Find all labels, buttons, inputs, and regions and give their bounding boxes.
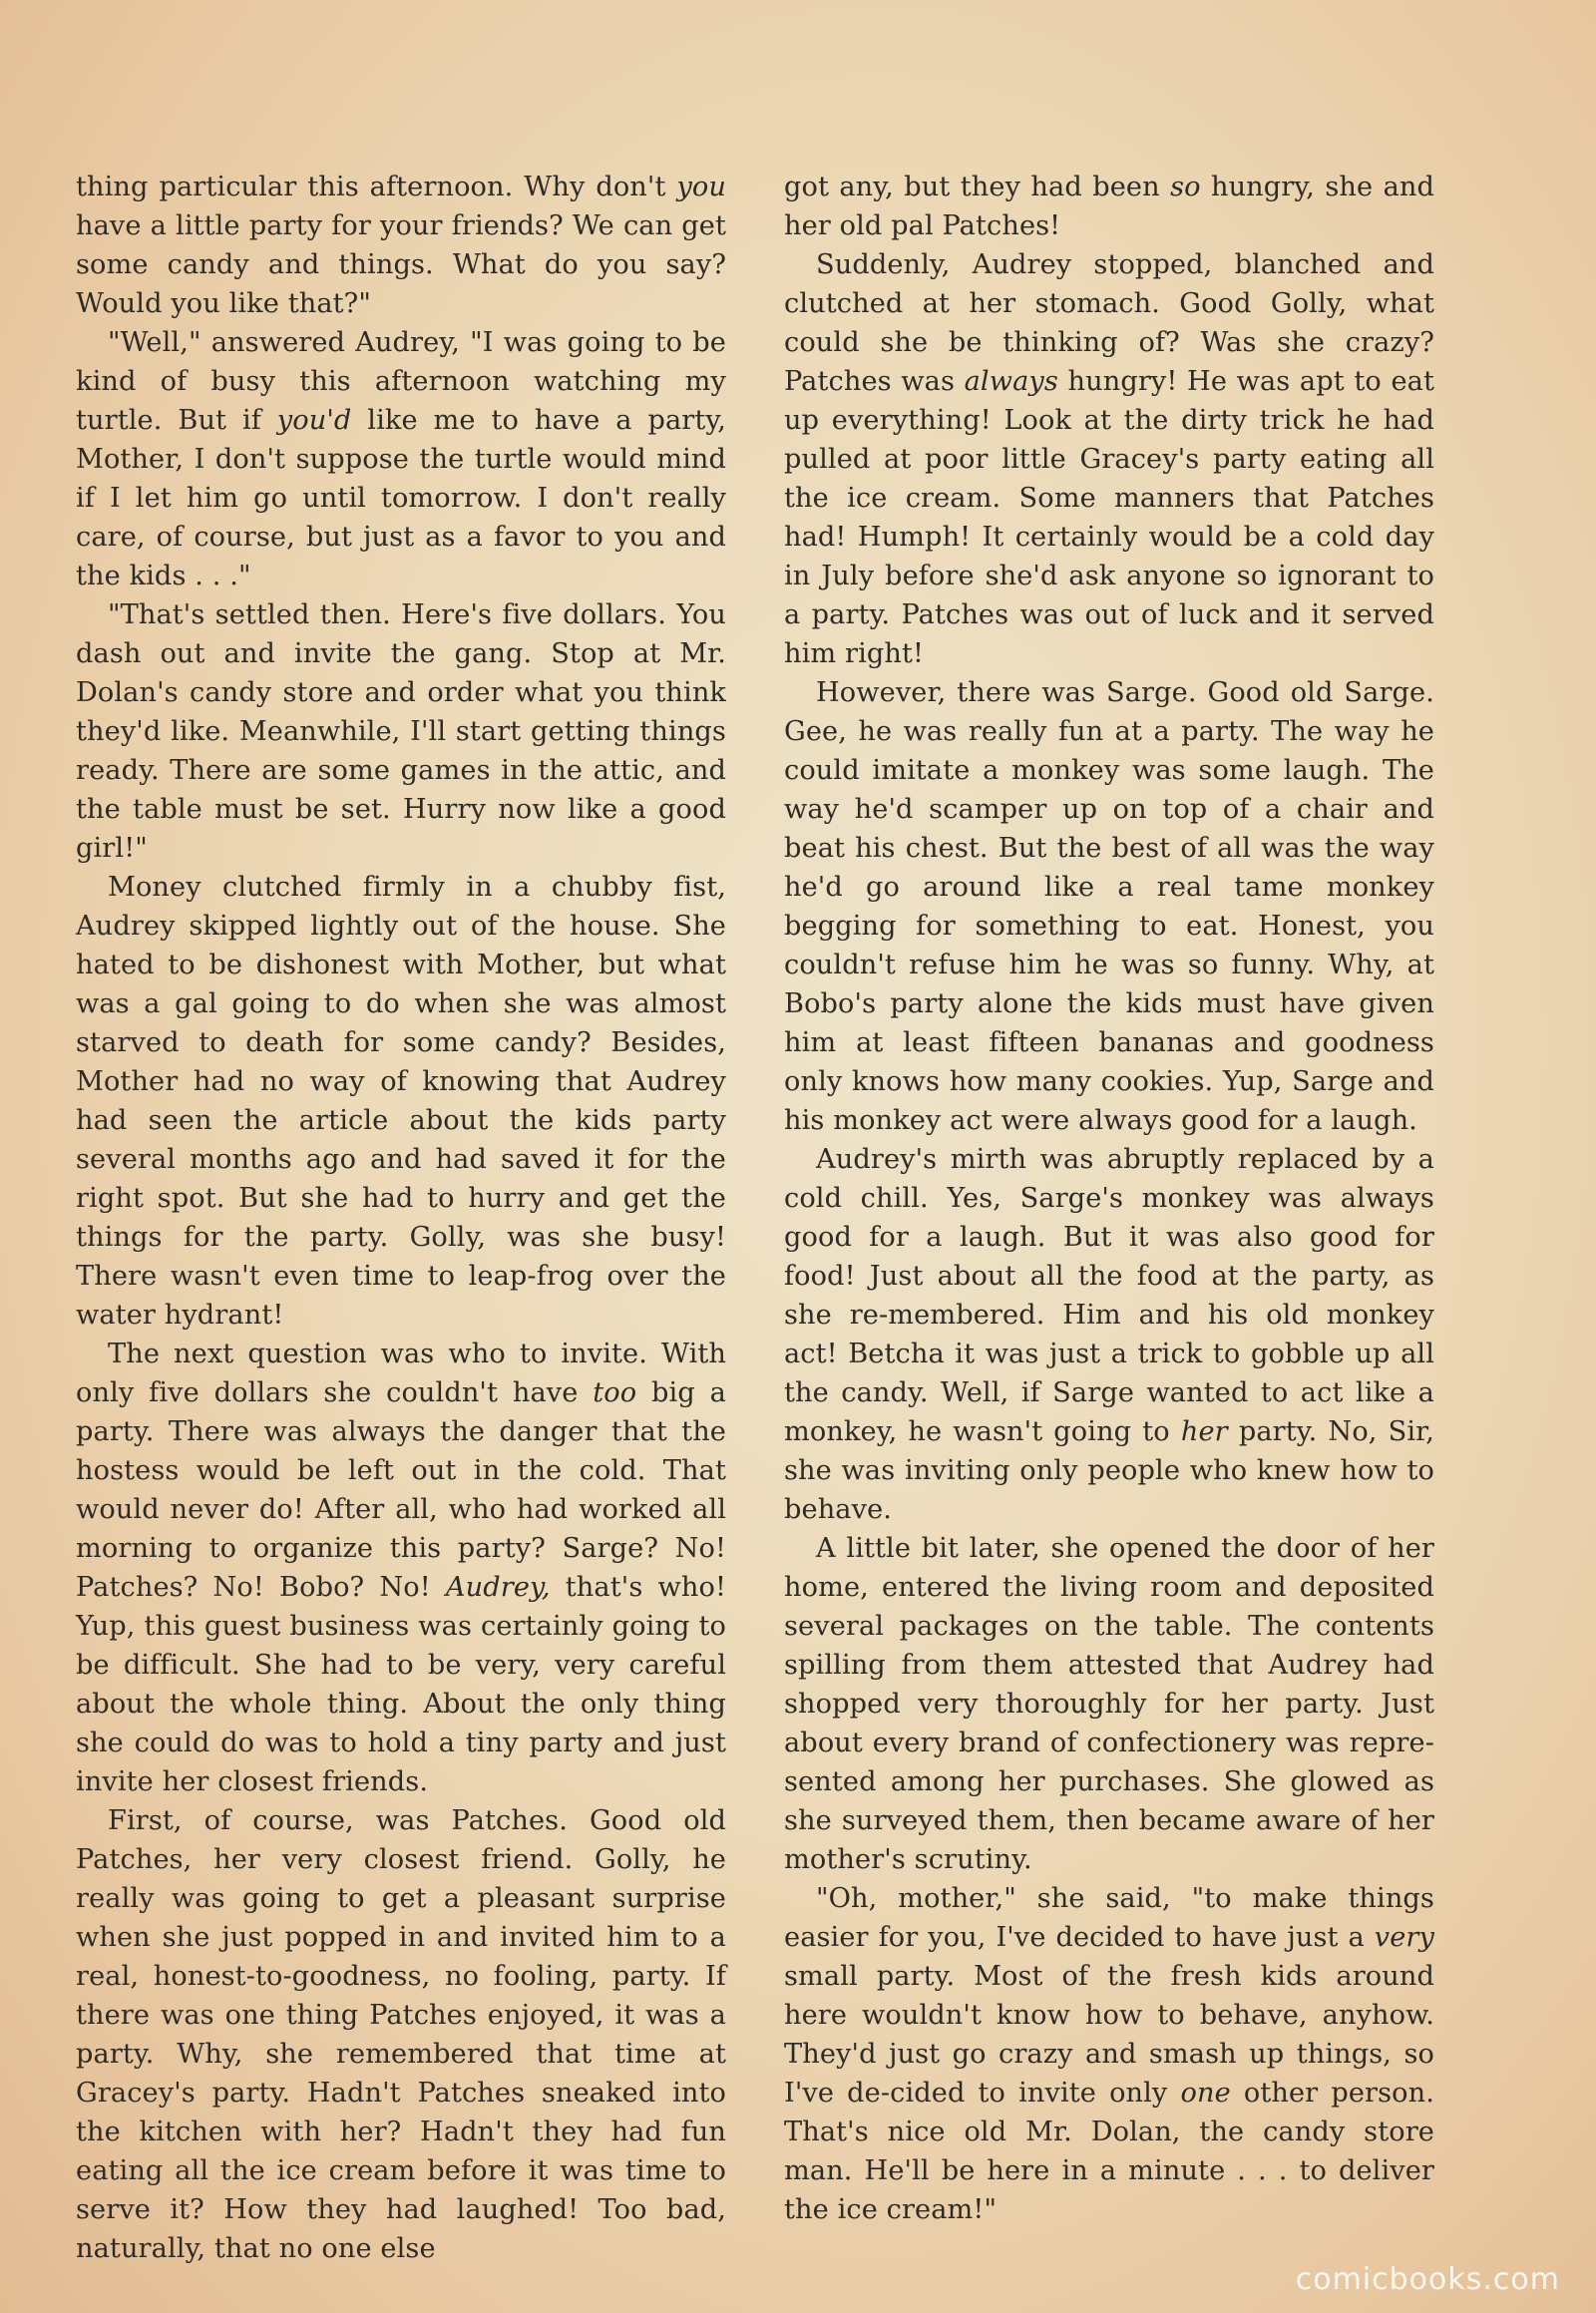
paragraph: The next question was who to invite. With only five dollars she couldn't have too big a party. There was always the danger that the hostess would be left out in the cold. That would never do! After all, who had worked all morning to organize this party? Sarge? No! Patches? No! Bobo? No! Audrey, that's who! Yup, this guest business was certainly going to be difficult. She had to be very, very careful about the whole thing. About the only thing she could do was to hold a tiny party and just invite her closest friends. <box>76 1339 726 1797</box>
paragraph: got any, but they had been so hungry, she and her old pal Patches! <box>784 172 1434 241</box>
paragraph: Money clutched firmly in a chubby fist, Audrey skipped lightly out of the house. She hated to be dishonest with Mother, but what was a gal going to do when she was almost starved to death for some candy? Besides, Mother had no way of knowing that Audrey had seen the article about the kids party several months ago and had saved it for the right spot. But she had to hurry and get the things for the party. Golly, was she busy! There wasn't even time to leap-frog over the water hydrant! <box>76 872 726 1331</box>
paragraph: First, of course, was Patches. Good old Patches, her very closest friend. Golly, he really was going to get a pleasant surprise when she just popped in and invited him to a real, honest-to-goodness, no fooling, party. If there was one thing Patches enjoyed, it was a party. Why, she remembered that time at Gracey's party. Hadn't Patches sneaked into the kitchen with her? Hadn't they had fun eating all the ice cream before it was time to serve it? How they had laughed! Too bad, naturally, that no one else <box>76 1805 726 2264</box>
paragraph: Audrey's mirth was abruptly replaced by a cold chill. Yes, Sarge's monkey was always good for a laugh. But it was also good for food! Just about all the food at the party, as she re-membered. Him and his old monkey act! Betcha it was just a trick to gobble up all the candy. Well, if Sarge wanted to act like a monkey, he wasn't going to her party. No, Sir, she was inviting only people who knew how to behave. <box>784 1144 1434 1525</box>
paragraph: thing particular this afternoon. Why don't you have a little party for your friends? We can get some candy and things. What do you say? Would you like that?" <box>76 172 726 319</box>
right-text-column <box>784 168 1434 2229</box>
paragraph: "That's settled then. Here's five dollars. You dash out and invite the gang. Stop at Mr. Dolan's candy store and order what you think they'd like. Meanwhile, I'll start getting things ready. There are some games in the attic, and the table must be set. Hurry now like a good girl!" <box>76 599 726 864</box>
paragraph: A little bit later, she opened the door of her home, entered the living room and deposited several packages on the table. The contents spilling from them attested that Audrey had shopped very thoroughly for her party. Just about every brand of confectionery was repre-sented among her purchases. She glowed as she surveyed them, then became aware of her mother's scrutiny. <box>784 1533 1434 1875</box>
paragraph: Suddenly, Audrey stopped, blanched and clutched at her stomach. Good Golly, what could she be thinking of? Was she crazy? Patches was always hungry! He was apt to eat up everything! Look at the dirty trick he had pulled at poor little Gracey's party eating all the ice cream. Some manners that Patches had! Humph! It certainly would be a cold day in July before she'd ask anyone so ignorant to a party. Patches was out of luck and it served him right! <box>784 249 1434 669</box>
paragraph: "Oh, mother," she said, "to make things easier for you, I've decided to have just a very small party. Most of the fresh kids around here wouldn't know how to behave, anyhow. They'd just go crazy and smash up things, so I've de-cided to invite only one other person. That's nice old Mr. Dolan, the candy store man. He'll be here in a minute . . . to deliver the ice cream!" <box>784 1883 1434 2225</box>
site-watermark: comicbooks.com <box>1295 2262 1560 2297</box>
paragraph: "Well," answered Audrey, "I was going to be kind of busy this afternoon watching my turtle. But if you'd like me to have a party, Mother, I don't suppose the turtle would mind if I let him go until tomorrow. I don't really care, of course, but just as a favor to you and the kids . . ." <box>76 327 726 591</box>
paragraph: However, there was Sarge. Good old Sarge. Gee, he was really fun at a party. The way he could imitate a monkey was some laugh. The way he'd scamper up on top of a chair and beat his chest. But the best of all was the way he'd go around like a real tame monkey begging for something to eat. Honest, you couldn't refuse him he was so funny. Why, at Bobo's party alone the kids must have given him at least fifteen bananas and goodness only knows how many cookies. Yup, Sarge and his monkey act were always good for a laugh. <box>784 677 1434 1136</box>
left-text-column <box>76 168 726 2268</box>
